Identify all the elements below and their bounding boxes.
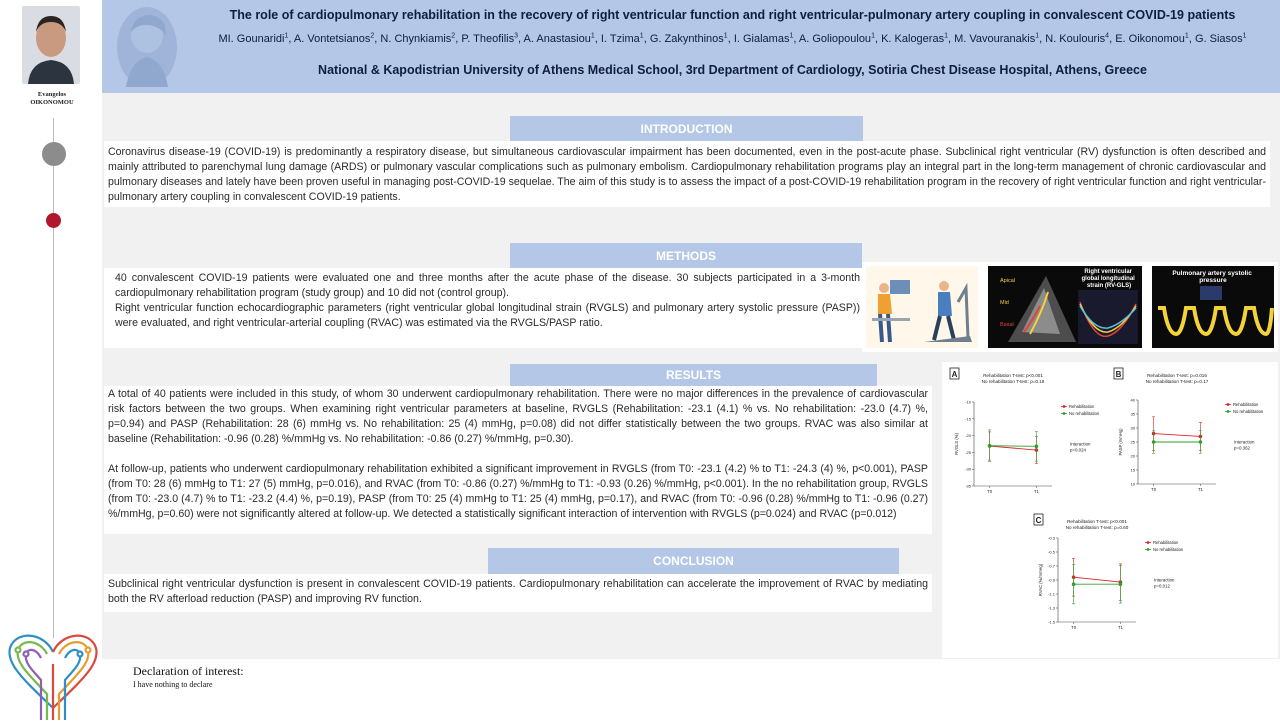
chart-title-line: No rehabilitation T-test: p=0.19: [981, 379, 1045, 384]
chart-legend-marker: [1227, 403, 1230, 406]
timeline-dot-red: [46, 213, 61, 228]
chart-legend-label: No rehabilitation: [1069, 411, 1100, 416]
chart-title-line: Rehabilitation T-test: p<0.001: [1067, 519, 1127, 524]
author-name-item: A. Vontetsianos$^2$,: [293, 32, 381, 45]
chart-y-tick-label: -20: [965, 433, 971, 439]
introduction-text: Coronavirus disease-19 (COVID-19) is predominantly a respiratory disease, but simultaneous cardiovascular impairment has been documented, even in the post-acute phase. Subclinical right ventricular (RV) dysfunction is often described and mainly attributed to parenchymal lung damage (ARDS) or pulmonary vascular complications such as pulmonary embolism. Cardiopulmonary rehabilitation programs play an integral part in the long-term management of chronic cardiovascular and pulmonary diseases and lately have been proven useful in managing post-COVID-19 sequelae. The aim of this study is to assess the impact of a post-COVID-19 rehabilitation program in the recovery of right ventricular function and right ventricular-pulmonary artery coupling in convalescent COVID-19 patients.: [104, 141, 1270, 207]
chart-y-axis-label: RVGLS (%): [954, 433, 959, 455]
chart-series-line: [1074, 577, 1121, 582]
chart-title-line: Rehabilitation T-test: p<0.001: [983, 373, 1043, 378]
echo-label-apical: Apical: [1000, 278, 1015, 284]
chart-legend-label: Rehabilitation: [1069, 404, 1095, 409]
results-text: [104, 386, 932, 534]
chart-y-tick-label: 15: [1130, 467, 1135, 473]
chart-x-tick-label: T1: [1033, 489, 1039, 494]
chart-legend-marker: [1147, 541, 1150, 544]
chart-y-tick-label: -1.5: [1048, 619, 1055, 625]
author-name-item: P. Theofilis$^3$,: [461, 32, 524, 45]
chart-y-tick-label: -0.5: [1048, 549, 1055, 555]
chart-y-tick-label: -15: [965, 416, 971, 422]
timeline-line: [53, 118, 54, 638]
chart-title-line: Rehabilitation T-test: p=0.016: [1147, 373, 1207, 378]
author-list: [190, 28, 1275, 47]
chart-y-axis-label: RVAC (%/mmHg): [1038, 563, 1043, 597]
affiliation: National & Kapodistrian University of Athens Medical School, 3rd Department of Cardiology, Sotiria Chest Disease Hospital, Athens, Greece: [318, 63, 1147, 77]
chart-y-tick-label: -0.3: [1048, 535, 1055, 541]
author-photo: [22, 6, 80, 84]
author-name-item: I. Tzima$^1$,: [600, 32, 650, 45]
conclusion-text: Subclinical right ventricular dysfunction is present in convalescent COVID-19 patients. Cardiopulmonary rehabilitation can accelerate the improvement of RVAC by mediating both the RV afterload reduction (PASP) and improving RV function.: [104, 574, 932, 612]
results-charts-svg: [942, 362, 1278, 658]
chart-title-line: No rehabilitation T-test: p=0.17: [1145, 379, 1209, 384]
rehab-illustration-icon: [866, 266, 978, 348]
author-first-name: Evangelos: [37, 91, 67, 98]
chart-annotation: p=0.362: [1234, 445, 1250, 451]
chart-data-point: [1199, 440, 1203, 444]
chart-panel-letter: C: [1035, 516, 1042, 525]
results-paragraph-1: A total of 40 patients were included in this study, of whom 30 underwent cardiopulmonary rehabilitation. There were no major differences in the prevalence of cardiovascular risk factors between the two groups. When examining right ventricular parameters at baseline, RVGLS (Rehabilitation: -23.1 (4.1) % vs. No rehabilitation: -23.0 (4.7) %, p=0.94) and PASP (Rehabilitation: 28 (6) mmHg vs. No rehabilitation: 25 (4) mmHg, p=0.08) did not differ statistically between the two groups. RVAC was also similar at baseline (Rehabilitation: -0.96 (0.28) %/mmHg vs. No rehabilitation: -0.86 (0.27) %/mmHg, p=0.30).: [108, 388, 928, 445]
author-last-name: OIKONOMOU: [30, 99, 74, 106]
chart-y-tick-label: -10: [965, 399, 971, 405]
declaration-text: I have nothing to declare: [133, 680, 213, 689]
chart-x-tick-label: T1: [1197, 487, 1203, 492]
chart-data-point: [1072, 582, 1076, 586]
author-name-item: M. Vavouranakis$^1$,: [954, 32, 1046, 45]
chart-x-tick-label: T0: [1151, 487, 1157, 492]
author-name-item: A. Anastasiou$^1$,: [523, 32, 601, 45]
svg-text:Right ventricular glob: Right ventricular global longitudinal strain (RV-GLS): [1081, 269, 1135, 289]
chart-data-point: [988, 444, 992, 448]
svg-text:Pulmonary artery systolic: Pulmonary artery systolic pressure: [1172, 270, 1252, 284]
chart-y-tick-label: 25: [1130, 439, 1135, 445]
author-name-item: I. Gialamas$^1$,: [733, 32, 799, 45]
declaration-title: Declaration of interest:: [133, 664, 244, 678]
chart-legend-marker: [1227, 410, 1230, 413]
timeline-dot-grey: [42, 142, 66, 166]
chart-x-tick-label: T1: [1117, 625, 1123, 630]
author-name-item: N. Koulouris$^4$,: [1045, 32, 1116, 45]
author-name-item: N. Chynkiamis$^2$,: [380, 32, 462, 45]
methods-heading: METHODS: [510, 243, 862, 269]
chart-x-tick-label: T0: [987, 489, 993, 494]
chart-legend-marker: [1063, 405, 1066, 408]
chart-data-point: [1119, 582, 1123, 586]
author-name-item: K. Kalogeras$^1$,: [881, 32, 955, 45]
author-name-item: A. Goliopoulou$^1$,: [798, 32, 882, 45]
chart-y-tick-label: 35: [1130, 411, 1135, 417]
chart-legend-marker: [1063, 412, 1066, 415]
chart-annotation: p=0.012: [1154, 583, 1170, 589]
university-logo-icon: [112, 3, 182, 91]
echo-label-mid: Mid: [1000, 300, 1009, 306]
chart-annotation: p=0.024: [1070, 447, 1086, 453]
chart-y-tick-label: -0.7: [1048, 563, 1055, 569]
chart-y-tick-label: 40: [1130, 397, 1135, 403]
chart-y-tick-label: -25: [965, 449, 971, 455]
chart-y-tick-label: 10: [1130, 481, 1135, 487]
results-paragraph-2: At follow-up, patients who underwent cardiopulmonary rehabilitation exhibited a significant improvement in RVGLS (from T0: -23.1 (4.2) % to T1: -24.3 (4) %, p<0.001), PASP (from T0: 28 (6) mmHg to T1: 27 (5) mmHg, p=0.016), and RVAC (from T0: -0.86 (0.27) %/mmHg to T1: -0.93 (0.26) %/mmHg, p<0.001). In the no rehabilitation group, RVGLS (from T0: -23.0 (4.7) % to T1: -23.2 (4.4) %, p=0.19), PASP (from T0: 25 (4) mmHg to T1: 25 (4) mmHg, p=0.17), and RVAC (from T0: -0.96 (0.28) %/mmHg to T1: -0.96 (0.27) %/mmHg, p=0.60) were not significantly altered at follow-up. We detected a statistically significant interaction of intervention with RVGLS (p=0.024) and RVAC (p=0.012): [108, 463, 928, 520]
chart-y-tick-label: -1.3: [1048, 605, 1055, 611]
chart-panel-letter: B: [1115, 370, 1122, 379]
chart-y-tick-label: 20: [1130, 453, 1135, 459]
results-charts: [942, 362, 1278, 658]
methods-images: [862, 262, 1278, 352]
methods-text: [104, 268, 864, 348]
chart-legend-label: Rehabilitation: [1153, 540, 1179, 545]
author-name-item: G. Siasos$^1$: [1194, 32, 1247, 45]
chart-y-tick-label: -0.9: [1048, 577, 1055, 583]
chart-legend-label: No rehabilitation: [1153, 547, 1184, 552]
methods-paragraph-1: 40 convalescent COVID-19 patients were evaluated one and three months after the acute phase of the disease. 30 subjects participated in a 3-month cardiopulmonary rehabilitation program (study group) and 10 did not (control group).: [115, 272, 860, 299]
chart-annotation: Interaction: [1070, 441, 1091, 447]
chart-y-tick-label: 30: [1130, 425, 1135, 431]
chart-y-tick-label: -35: [965, 483, 971, 489]
introduction-heading: INTRODUCTION: [510, 116, 863, 142]
chart-annotation: Interaction: [1234, 439, 1255, 445]
poster-title: The role of cardiopulmonary rehabilitation in the recovery of right ventricular function and right ventricular-pulmonary artery coupling in convalescent COVID-19 patients: [229, 8, 1236, 22]
conclusion-heading: CONCLUSION: [488, 548, 899, 574]
chart-annotation: Interaction: [1154, 577, 1175, 583]
chart-legend-label: Rehabilitation: [1233, 402, 1259, 407]
pasp-doppler-image: [1152, 266, 1274, 348]
chart-title-line: No rehabilitation T-test: p=0.60: [1065, 525, 1129, 530]
author-name: [10, 91, 94, 107]
heart-circuit-logo-icon: [4, 612, 102, 720]
chart-data-point: [1035, 445, 1039, 449]
chart-y-tick-label: -1.1: [1048, 591, 1055, 597]
chart-panel-letter: A: [951, 370, 958, 379]
methods-paragraph-2: Right ventricular function echocardiographic parameters (right ventricular global longitudinal strain (RVGLS) and pulmonary artery systolic pressure (PASP)) were evaluated, and right ventricular-arterial coupling (RVAC) was estimated via the RVGLS/PASP ratio.: [115, 302, 860, 329]
chart-y-tick-label: -30: [965, 466, 971, 472]
methods-illustrations: [862, 262, 1278, 352]
echo-strain-image: [988, 266, 1142, 348]
chart-x-tick-label: T0: [1071, 625, 1077, 630]
chart-legend-marker: [1147, 548, 1150, 551]
author-name-item: MI. Gounaridi$^1$,: [218, 32, 294, 45]
chart-y-axis-label: PASP (mmHg): [1118, 428, 1123, 456]
echo-label-basal: Basal: [1000, 322, 1014, 328]
chart-data-point: [1152, 440, 1156, 444]
author-name-item: E. Oikonomou$^1$,: [1115, 32, 1195, 45]
chart-legend-label: No rehabilitation: [1233, 409, 1264, 414]
author-name-item: G. Zakynthinos$^1$,: [649, 32, 734, 45]
chart-series-line: [1154, 434, 1201, 437]
results-heading: RESULTS: [510, 364, 877, 386]
